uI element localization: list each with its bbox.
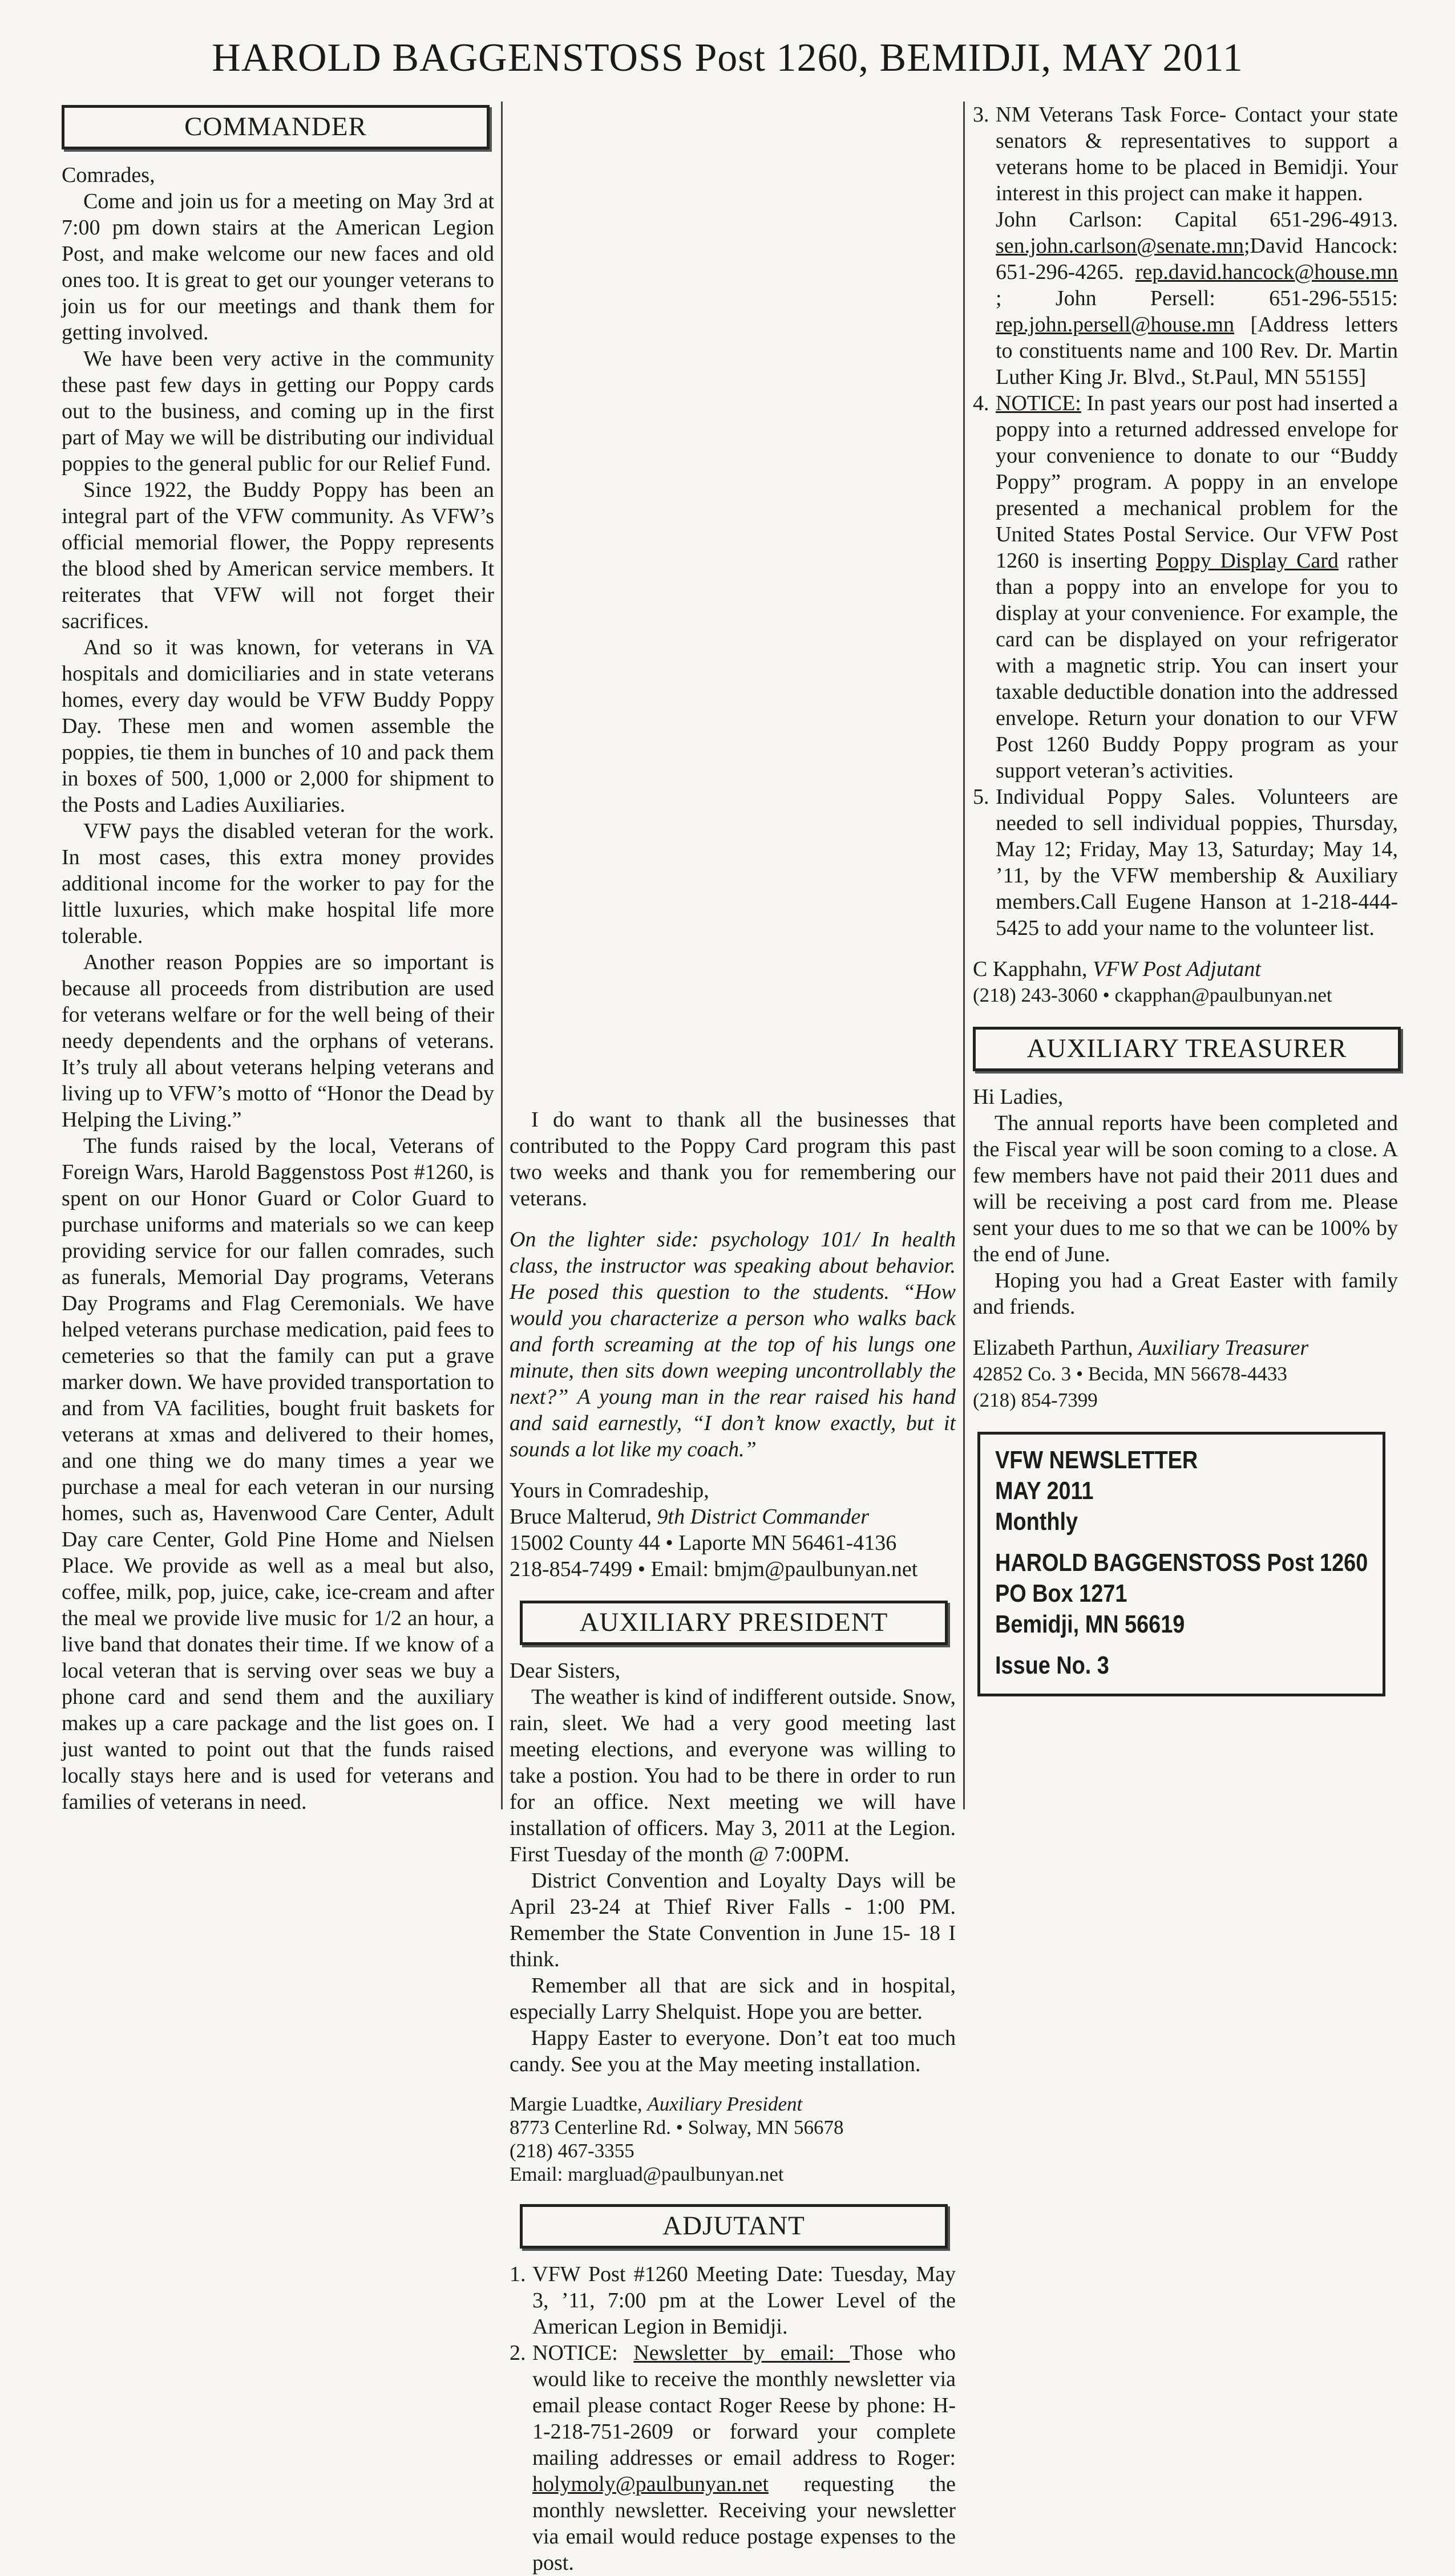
column-divider — [963, 102, 965, 1809]
column-1 — [62, 102, 494, 1815]
email-link[interactable]: sen.john.carlson@senate.mn — [996, 234, 1244, 258]
email-link[interactable]: rep.david.hancock@house.mn — [1135, 260, 1398, 284]
adjutant-item-3: 3. NM Veterans Task Force- Contact your state senators & representatives to support a veterans home to be placed in Bemidji. Your interest in this project can make it happen. — [973, 103, 1398, 205]
info-line: Bemidji, MN 56619 — [995, 1610, 1185, 1638]
adjutant-heading: ADJUTANT — [520, 2204, 948, 2249]
aux-treasurer-phone: (218) 854-7399 — [973, 1389, 1098, 1411]
aux-treasurer-paragraph: Hoping you had a Great Easter with family and friends. — [973, 1269, 1398, 1319]
aux-president-salutation: Dear Sisters, — [510, 1659, 621, 1683]
info-line: Issue No. 3 — [995, 1651, 1109, 1679]
adjutant-item-5: 5. Individual Poppy Sales. Volunteers are needed to sell individual poppies, Thursday, May 12; Friday, May 13, Saturday; May 14, ’11, by the VFW membership & Auxiliary members.Call Eugene Hanson at 1-218-444-5425 to add your name to the volunteer list. — [973, 785, 1398, 940]
adjutant-item-4: 4. NOTICE: In past years our post had inserted a poppy into a returned addressed envelope for your convenience to donate to our “Buddy Poppy” program. A poppy in an envelope presented a mechanical problem for the United States Postal Service. Our VFW Post 1260 is inserting Poppy Display Card rather than a poppy into an envelope for you to display at your convenience. For example, the card can be displayed on your refrigerator with a magnetic strip. You can insert your taxable deductible donation into the addressed envelope. Return your donation to our VFW Post 1260 Buddy Poppy program as your support veteran’s activities. — [973, 391, 1398, 783]
commander-paragraph: Come and join us for a meeting on May 3rd at 7:00 pm down stairs at the American Legion Post, and make welcome our new faces and old ones too. It is great to get our younger veterans to join us for our meetings and thank them for getting involved. — [62, 189, 494, 345]
aux-president-paragraph: Happy Easter to everyone. Don’t eat too much candy. See you at the May meeting installation. — [510, 2026, 956, 2076]
commander-lighter-side: On the lighter side: psychology 101/ In health class, the instructor was speaking about behavior. He posed this question to the students. “How would you characterize a person who walks back and forth screaming at the top of his lungs one minute, then sits down weeping uncontrollably the next?” A young man in the rear raised his hand and said earnestly, “I don’t know exactly, but it sounds a lot like my coach.” — [510, 1228, 956, 1461]
newsletter-info-box — [977, 1432, 1385, 1696]
commander-paragraph: Since 1922, the Buddy Poppy has been an integral part of the VFW community. As VFW’s official memorial flower, the Poppy represents the blood shed by American service members. It reiterates that VFW will not forget their sacrifices. — [62, 478, 494, 633]
info-line: PO Box 1271 — [995, 1579, 1127, 1607]
aux-president-paragraph: The weather is kind of indifferent outside. Snow, rain, sleet. We had a very good meeting last meeting elections, and everyone was willing to take a postion. You had to be there in order to run for an office. Next meeting we will have installation of officers. May 3, 2011 at the Legion. First Tuesday of the month @ 7:00PM. — [510, 1685, 956, 1866]
commander-paragraph: And so it was known, for veterans in VA hospitals and domiciliaries and in state veterans homes, every day would be VFW Buddy Poppy Day. These men and women assemble the poppies, tie them in bunches of 10 and pack them in boxes of 500, 1,000 or 2,000 for shipment to the Posts and Ladies Auxiliaries. — [62, 635, 494, 817]
info-line: VFW NEWSLETTER — [995, 1446, 1198, 1474]
aux-president-heading: AUXILIARY PRESIDENT — [520, 1601, 948, 1645]
aux-treasurer-address: 42852 Co. 3 • Becida, MN 56678-4433 — [973, 1363, 1287, 1385]
commander-paragraph: We have been very active in the community these past few days in getting our Poppy cards out to the business, and coming up in the first part of May we will be distributing our individual poppies to the general public for our Relief Fund. — [62, 347, 494, 476]
adjutant-item-1: 1. VFW Post #1260 Meeting Date: Tuesday, May 3, ’11, 7:00 pm at the Lower Level of the American Legion in Bemidji. — [510, 2262, 956, 2339]
commander-paragraph: Another reason Poppies are so important is because all proceeds from distribution are used for veterans welfare or for the well being of their needy dependents and the orphans of veterans. It’s truly all about veterans helping veterans and living up to VFW’s motto of “Honor the Dead by Helping the Living.” — [62, 950, 494, 1132]
info-line: HAROLD BAGGENSTOSS Post 1260 — [995, 1549, 1368, 1577]
column-3 — [973, 102, 1398, 1696]
adjutant-legislators: John Carlson: Capital 651-296-4913. sen.john.carlson@senate.mn;David Hancock: 651-296-4265. rep.david.hancock@house.mn ; John Persell: 651-296-5515: rep.john.persell@house.mn [Address letters to constituents name and 100 Rev. Dr. Martin Luther King Jr. Blvd., St.Paul, MN 55155] — [996, 208, 1398, 389]
email-link[interactable]: holymoly@paulbunyan.net — [532, 2472, 769, 2496]
email-link[interactable]: rep.john.persell@house.mn — [996, 313, 1235, 337]
commander-closing: Yours in Comradeship, — [510, 1479, 709, 1502]
aux-president-paragraph: District Convention and Loyalty Days will be April 23-24 at Thief River Falls - 1:00 PM. Remember the State Convention in June 15- 18 I think. — [510, 1869, 956, 1971]
commander-contact: 218-854-7499 • Email: bmjm@paulbunyan.net — [510, 1557, 918, 1581]
aux-treasurer-heading: AUXILIARY TREASURER — [973, 1027, 1401, 1071]
adjutant-signature: C Kapphahn, VFW Post Adjutant — [973, 957, 1261, 981]
info-line: MAY 2011 — [995, 1477, 1094, 1505]
aux-treasurer-signature: Elizabeth Parthun, Auxiliary Treasurer — [973, 1336, 1309, 1360]
aux-treasurer-salutation: Hi Ladies, — [973, 1085, 1064, 1109]
aux-treasurer-paragraph: The annual reports have been completed and the Fiscal year will be soon coming to a close. A few members have not paid their 2011 dues and will be receiving a post card from me. Please sent your dues to me so that we can be 100% by the end of June. — [973, 1111, 1398, 1266]
aux-president-address: 8773 Centerline Rd. • Solway, MN 56678 — [510, 2116, 844, 2138]
aux-president-phone: (218) 467-3355 — [510, 2140, 634, 2162]
aux-president-email: Email: margluad@paulbunyan.net — [510, 2163, 784, 2185]
adjutant-item-2: 2. NOTICE: Newsletter by email: Those who would like to receive the monthly newsletter via email please contact Roger Reese by phone: H-1-218-751-2609 or forward your complete mailing addresses or email address to Roger: holymoly@paulbunyan.net requesting the monthly newsletter. Receiving your newsletter via email would reduce postage expenses to the post. — [510, 2341, 956, 2575]
commander-paragraph: The funds raised by the local, Veterans of Foreign Wars, Harold Baggenstoss Post #1260, is spent on our Honor Guard or Color Guard to purchase uniforms and materials so we can keep providing service for our fallen comrades, such as funerals, Memorial Day programs, Veterans Day Programs and Flag Ceremonials. We have helped veterans purchase medication, paid fees to cemeteries so that the family can put a grave marker down. We have provided transportation to and from VA facilities, bought fruit baskets for veterans at xmas and delivered to their homes, and one thing we do many times a year we purchase a meal for each veteran in our nursing homes, such as, Havenwood Care Center, Adult Day care Center, Gold Pine Home and Nielsen Place. We provide as well as a meal but also, coffee, milk, pop, juice, cake, ice-cream and after the meal we provide live music for 1/2 an hour, a live band that donates their time. If we know of a local veteran that is serving over seas we buy a phone card and send them and the auxiliary makes up a care package and the list goes on. I just wanted to point out that the funds raised locally stays here and is used for veterans and families of veterans in need. — [62, 1134, 494, 1814]
commander-heading: COMMANDER — [62, 105, 490, 149]
aux-president-paragraph: Remember all that are sick and in hospital, especially Larry Shelquist. Hope you are better. — [510, 1974, 956, 2024]
info-line: Monthly — [995, 1508, 1078, 1536]
adjutant-contact: (218) 243-3060 • ckapphan@paulbunyan.net — [973, 984, 1332, 1006]
aux-president-signature: Margie Luadtke, Auxiliary President — [510, 2093, 803, 2115]
commander-paragraph: VFW pays the disabled veteran for the work. In most cases, this extra money provides additional income for the worker to pay for the little luxuries, which make hospital life more tolerable. — [62, 819, 494, 948]
commander-signature: Bruce Malterud, 9th District Commander — [510, 1505, 870, 1529]
masthead-title: HAROLD BAGGENSTOSS Post 1260, BEMIDJI, MAY 2011 — [212, 36, 1243, 80]
commander-salutation: Comrades, — [62, 163, 155, 187]
commander-paragraph: I do want to thank all the businesses that contributed to the Poppy Card program this past two weeks and thank you for remembering our veterans. — [510, 1108, 956, 1210]
column-2 — [510, 1107, 956, 2576]
column-divider — [501, 102, 503, 1809]
commander-address: 15002 County 44 • Laporte MN 56461-4136 — [510, 1531, 897, 1555]
